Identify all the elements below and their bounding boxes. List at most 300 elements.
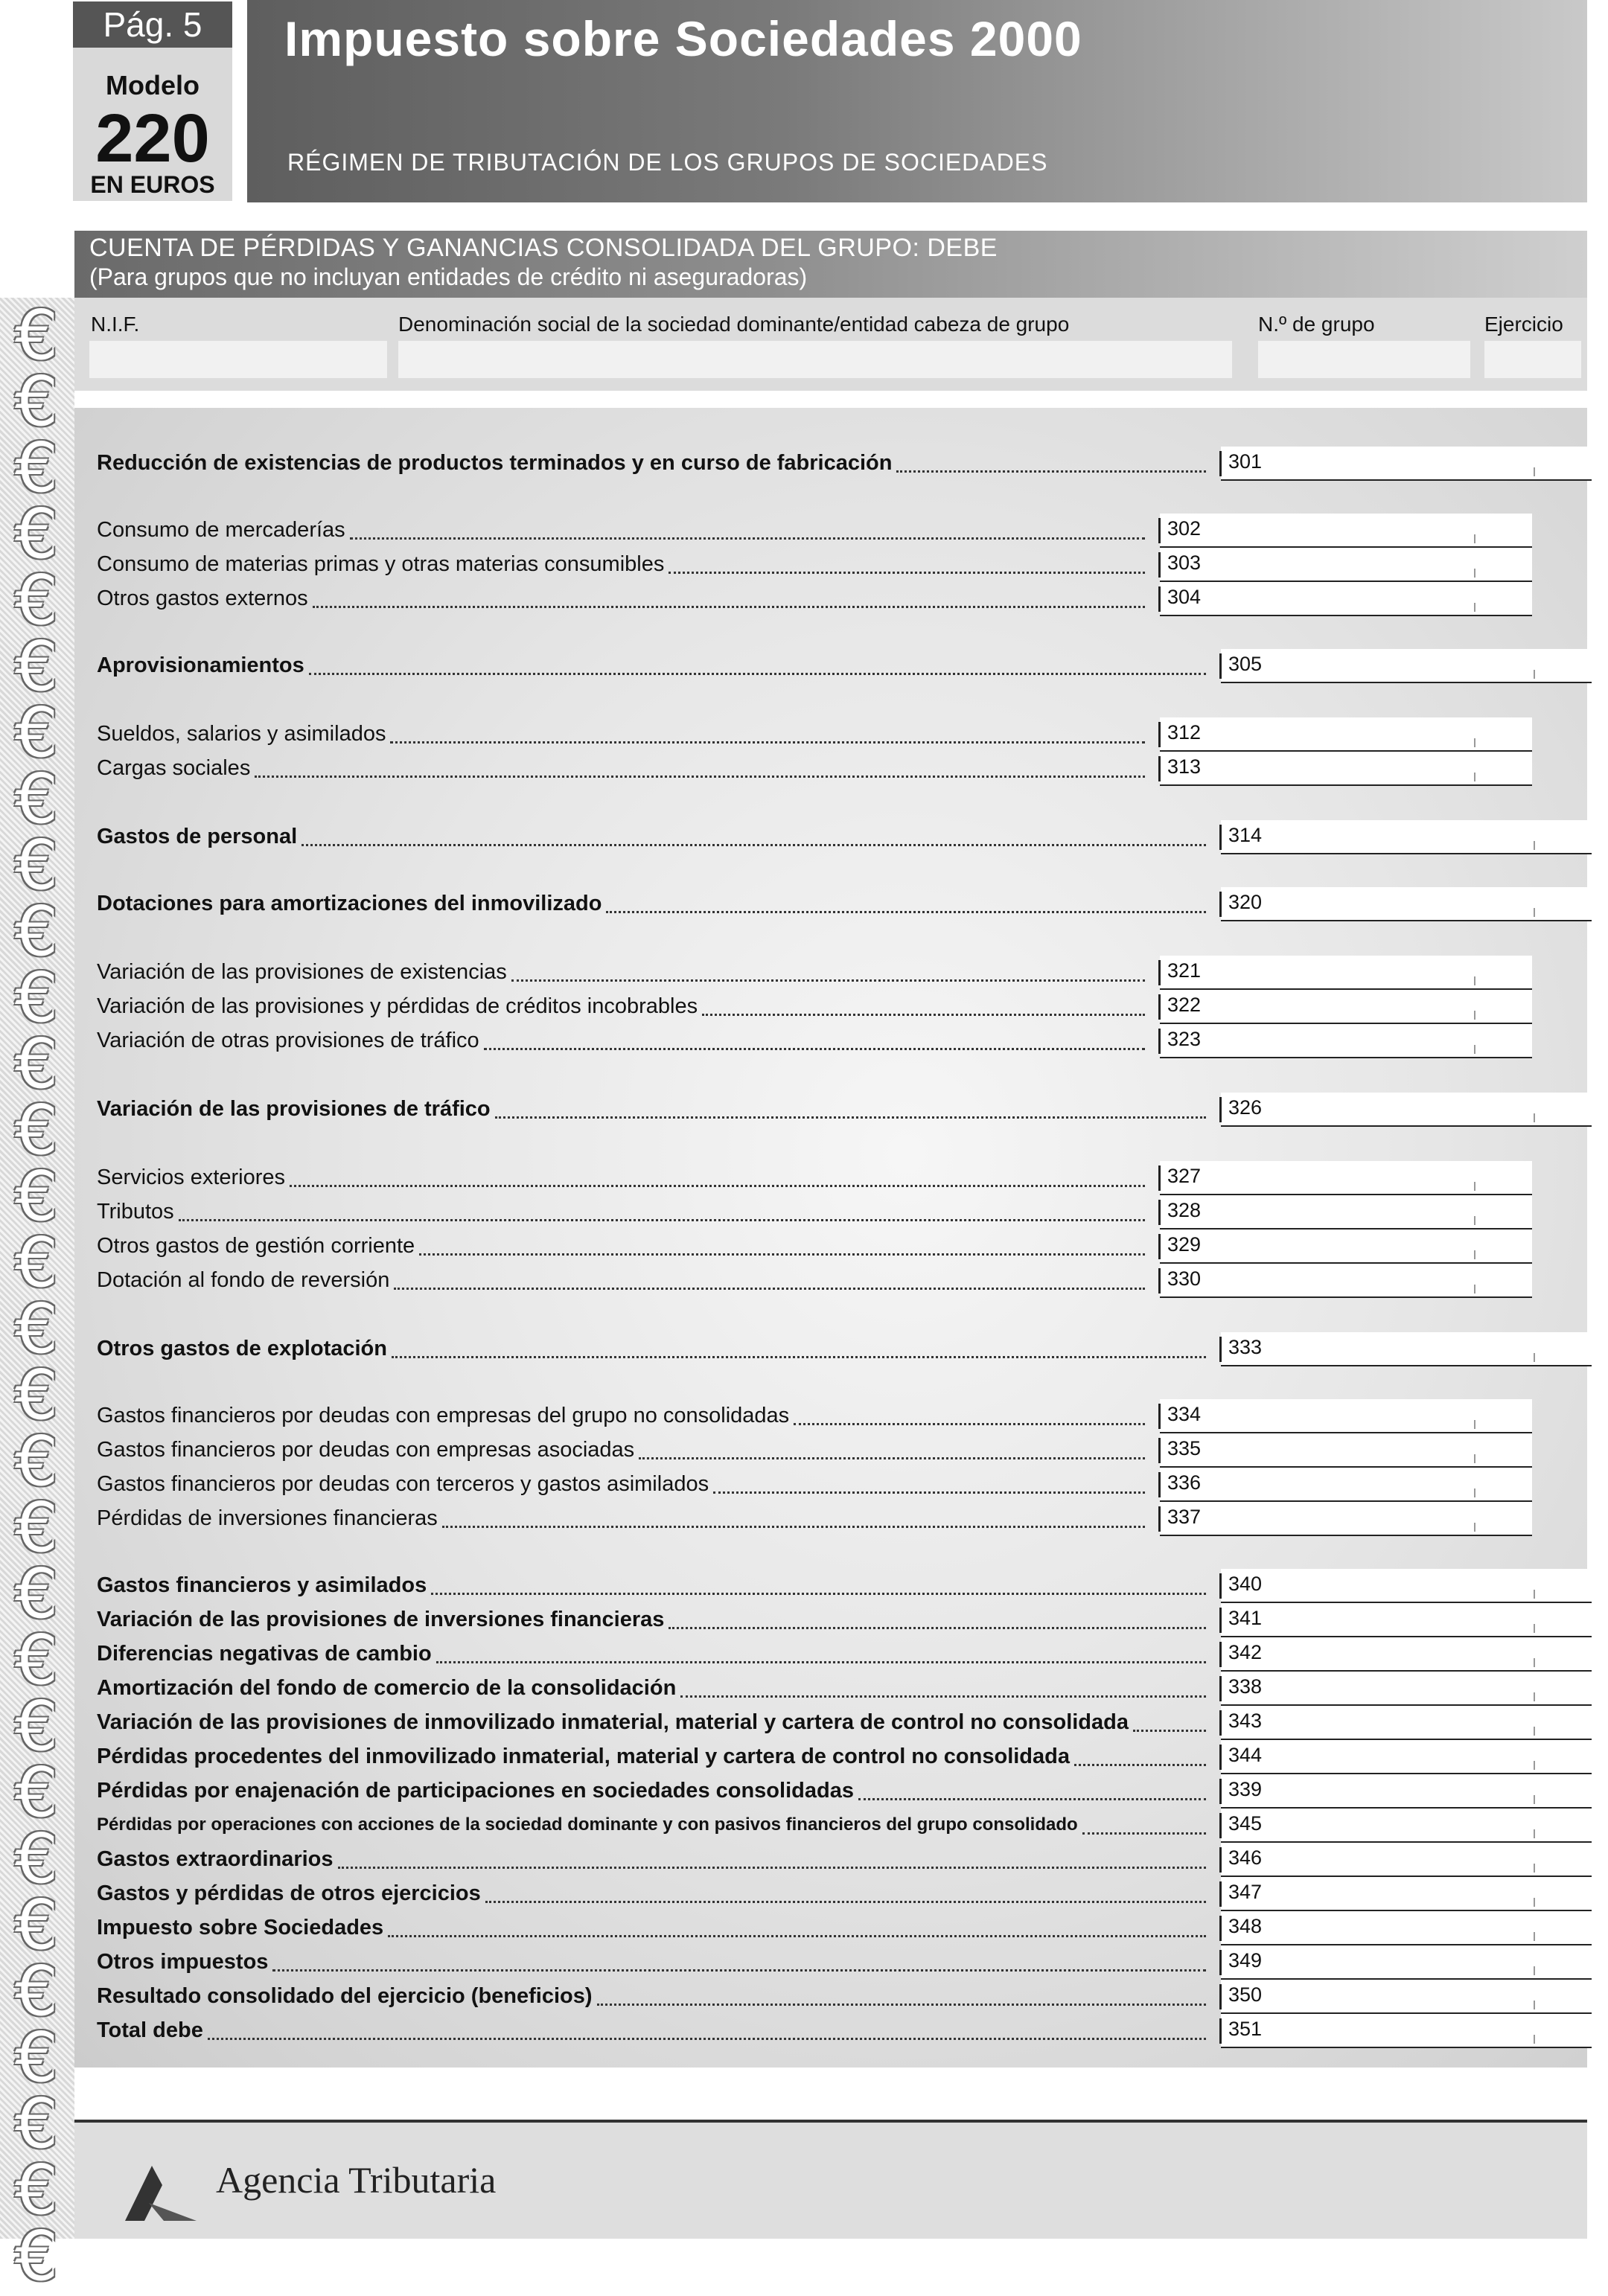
leader-dots [302,844,1206,846]
euro-icon: € [14,1885,59,1965]
leader-dots [255,776,1145,778]
leader-dots [896,470,1206,473]
box-code: 323 [1167,1028,1202,1050]
row-label: Variación de las provisiones de existencias [97,960,507,984]
box-code: 339 [1228,1778,1263,1800]
euro-icon: € [14,2216,59,2296]
amount-field-329[interactable] [1160,1229,1532,1264]
box-code: 314 [1228,824,1263,846]
form-row-330 [0,1264,1608,1296]
leader-dots [309,673,1206,675]
field-marker [1219,653,1222,679]
amount-field-342[interactable] [1221,1637,1592,1672]
row-label: Gastos financieros por deudas con empresas asociadas [97,1438,635,1462]
euro-icon: € [14,560,59,640]
box-code: 326 [1228,1096,1263,1119]
form-row-322 [0,990,1608,1023]
form-row-333 [0,1332,1608,1365]
amount-field-345[interactable] [1221,1809,1592,1843]
form-row-343 [0,1706,1608,1739]
amount-field-341[interactable] [1221,1603,1592,1637]
form-row-312 [0,717,1608,750]
leader-dots [669,572,1145,574]
form-row-328 [0,1195,1608,1228]
box-code: 340 [1228,1573,1263,1595]
decimal-separator [1534,1624,1535,1633]
decimal-separator [1474,569,1475,578]
row-label: Reducción de existencias de productos terminados y en curso de fabricación [97,451,893,475]
field-marker [1219,1950,1222,1975]
field-marker [1158,1029,1161,1054]
box-code: 342 [1228,1641,1263,1663]
leader-dots [394,1288,1145,1290]
leader-dots [606,911,1206,913]
row-label: Otros gastos de gestión corriente [97,1234,415,1258]
box-code: 305 [1228,653,1263,675]
euro-icon: € [14,759,59,839]
amount-field-339[interactable] [1221,1774,1592,1809]
amount-field-349[interactable] [1221,1945,1592,1980]
field-marker [1158,1165,1161,1191]
decimal-separator [1474,738,1475,747]
field-marker [1219,1813,1222,1838]
box-code: 336 [1167,1471,1202,1494]
euro-icon: € [14,1024,59,1104]
row-label: Consumo de mercaderías [97,518,345,542]
section-header [74,231,1587,298]
box-code: 320 [1228,891,1263,913]
leader-dots [639,1457,1145,1459]
decimal-separator [1474,1011,1475,1020]
decimal-separator [1534,1727,1535,1736]
leader-dots [338,1867,1206,1869]
row-label: Gastos de personal [97,825,298,848]
euro-icon: € [14,494,59,574]
form-row-313 [0,752,1608,784]
box-code: 328 [1167,1199,1202,1221]
row-label: Sueldos, salarios y asimilados [97,722,386,746]
field-marker [1219,1779,1222,1804]
euro-icon: € [14,1157,59,1236]
leader-dots [350,537,1145,540]
box-code: 330 [1167,1267,1202,1290]
row-label: Gastos y pérdidas de otros ejercicios [97,1881,481,1905]
box-code: 350 [1228,1983,1263,2006]
box-code: 313 [1167,755,1202,778]
leader-dots [442,1526,1145,1528]
amount-field-302[interactable] [1160,514,1532,548]
leader-dots [1082,1832,1206,1835]
row-label: Impuesto sobre Sociedades [97,1916,384,1940]
decimal-separator [1474,1216,1475,1225]
field-marker [1219,1847,1222,1873]
decimal-separator [1534,1932,1535,1941]
section-title: CUENTA DE PÉRDIDAS Y GANANCIAS CONSOLIDADA DEL GRUPO: DEBE [89,234,998,262]
amount-field-320[interactable] [1221,887,1592,921]
group-number-label: N.º de grupo [1258,313,1375,336]
field-marker [1158,960,1161,985]
field-marker [1219,1745,1222,1770]
leader-dots [388,1935,1206,1937]
form-row-304 [0,582,1608,615]
field-marker [1158,1506,1161,1532]
row-label: Total debe [97,2018,203,2042]
form-row-340 [0,1569,1608,1602]
modelo-label: Modelo [106,70,200,100]
leader-dots [597,2004,1206,2006]
euro-icon: € [14,1289,59,1369]
page-badge: Pág. 5 [73,1,232,48]
decimal-separator [1534,1590,1535,1599]
field-marker [1219,1608,1222,1633]
row-label: Consumo de materias primas y otras materias consumibles [97,552,665,576]
leader-dots [313,606,1145,608]
year-field[interactable] [1484,341,1581,378]
amount-field-340[interactable] [1221,1569,1592,1603]
row-label: Pérdidas procedentes del inmovilizado inmaterial, material y cartera de control no consolidada [97,1745,1070,1768]
row-label: Variación de otras provisiones de tráfico [97,1029,479,1052]
decimal-separator [1474,1250,1475,1259]
row-label: Variación de las provisiones de inmovilizado inmaterial, material y cartera de control no consolidada [97,1710,1129,1734]
field-marker [1158,1472,1161,1497]
leader-dots [1074,1764,1206,1766]
amount-field-313[interactable] [1160,752,1532,786]
euro-icon: € [14,1090,59,1170]
box-code: 333 [1228,1336,1263,1358]
row-label: Pérdidas de inversiones financieras [97,1506,438,1530]
decimal-separator [1534,1966,1535,1975]
row-label: Aprovisionamientos [97,653,304,677]
decimal-separator [1534,1113,1535,1122]
group-number-field[interactable] [1258,341,1470,378]
row-label: Gastos extraordinarios [97,1847,334,1871]
decimal-separator [1534,1761,1535,1770]
leader-dots [858,1798,1206,1800]
leader-dots [392,1356,1206,1358]
euro-icon: € [14,2150,59,2230]
box-code: 301 [1228,450,1263,473]
amount-field-335[interactable] [1160,1433,1532,1468]
euro-icon: € [14,1488,59,1567]
box-code: 337 [1167,1506,1202,1528]
row-label: Resultado consolidado del ejercicio (beneficios) [97,1984,593,2008]
leader-dots [419,1253,1145,1256]
form-row-351 [0,2014,1608,2047]
field-marker [1219,1916,1222,1941]
leader-dots [495,1116,1206,1119]
field-marker [1158,1200,1161,1225]
box-code: 346 [1228,1846,1263,1869]
decimal-separator [1534,2001,1535,2009]
row-label: Pérdidas por enajenación de participaciones en sociedades consolidadas [97,1779,854,1803]
modelo-box [73,48,232,201]
decimal-separator [1474,1045,1475,1054]
row-label: Variación de las provisiones y pérdidas de créditos incobrables [97,994,698,1018]
decimal-separator [1474,1285,1475,1294]
leader-dots [794,1423,1145,1425]
form-row-305 [0,649,1608,682]
amount-field-326[interactable] [1221,1093,1592,1127]
euro-icon: € [14,295,59,375]
decimal-separator [1474,1454,1475,1463]
row-label: Amortización del fondo de comercio de la consolidación [97,1676,677,1700]
decimal-separator [1534,841,1535,850]
euro-icon: € [14,428,59,508]
decimal-separator [1534,1829,1535,1838]
leader-dots [669,1627,1206,1629]
euro-icon: € [14,1951,59,2031]
row-label: Gastos financieros por deudas con terceros y gastos asimilados [97,1472,709,1496]
form-row-349 [0,1945,1608,1978]
field-marker [1158,756,1161,781]
form-row-320 [0,887,1608,920]
euro-icon: € [14,1819,59,1899]
euro-icon: € [14,892,59,971]
form-row-339 [0,1774,1608,1807]
form-row-314 [0,820,1608,853]
decimal-separator [1474,1523,1475,1532]
leader-dots [1133,1730,1206,1732]
box-code: 349 [1228,1949,1263,1972]
row-label: Dotación al fondo de reversión [97,1268,390,1292]
box-code: 347 [1228,1881,1263,1903]
amount-field-338[interactable] [1221,1672,1592,1706]
form-row-329 [0,1229,1608,1262]
form-row-350 [0,1980,1608,2012]
leader-dots [431,1593,1206,1595]
field-marker [1219,1573,1222,1599]
box-code: 302 [1167,517,1202,540]
form-row-338 [0,1672,1608,1704]
row-label: Gastos financieros por deudas con empresas del grupo no consolidadas [97,1404,790,1427]
leader-dots [511,979,1145,982]
row-label: Gastos financieros y asimilados [97,1573,427,1597]
decimal-separator [1474,1420,1475,1429]
decimal-separator [1534,1658,1535,1667]
euro-icon: € [14,825,59,905]
decimal-separator [1534,467,1535,476]
amount-field-323[interactable] [1160,1024,1532,1058]
row-label: Dotaciones para amortizaciones del inmovilizado [97,892,602,915]
amount-field-343[interactable] [1221,1706,1592,1740]
leader-dots [390,741,1145,744]
row-label: Variación de las provisiones de tráfico [97,1097,491,1121]
identification-area [74,298,1587,391]
box-code: 351 [1228,2018,1263,2040]
decimal-separator [1474,773,1475,781]
currency-label: EN EUROS [90,171,215,198]
form-row-344 [0,1740,1608,1773]
box-code: 334 [1167,1403,1202,1425]
field-marker [1158,552,1161,578]
form-row-334 [0,1399,1608,1432]
amount-field-303[interactable] [1160,548,1532,582]
form-row-346 [0,1843,1608,1876]
box-code: 322 [1167,994,1202,1016]
modelo-number: 220 [95,100,210,176]
row-label: Cargas sociales [97,756,251,780]
euro-icon: € [14,2018,59,2097]
form-row-348 [0,1911,1608,1944]
amount-field-321[interactable] [1160,956,1532,990]
field-marker [1219,451,1222,476]
box-code: 312 [1167,721,1202,744]
decimal-separator [1534,1898,1535,1907]
amount-field-347[interactable] [1221,1877,1592,1911]
box-code: 341 [1228,1607,1263,1629]
company-name-label: Denominación social de la sociedad dominante/entidad cabeza de grupo [398,313,1070,336]
row-label: Diferencias negativas de cambio [97,1642,432,1666]
leader-dots [208,2038,1206,2040]
nif-label: N.I.F. [91,313,140,336]
year-label: Ejercicio [1484,313,1563,336]
field-marker [1219,1676,1222,1701]
box-code: 327 [1167,1165,1202,1187]
amount-field-337[interactable] [1160,1502,1532,1536]
row-label: Otros gastos de explotación [97,1337,387,1360]
amount-field-330[interactable] [1160,1264,1532,1298]
field-marker [1158,722,1161,747]
leader-dots [179,1219,1145,1221]
euro-icon: € [14,1753,59,1832]
field-marker [1219,1984,1222,2009]
form-row-327 [0,1161,1608,1194]
amount-field-344[interactable] [1221,1740,1592,1774]
form-row-336 [0,1468,1608,1500]
title-band [247,0,1587,202]
leader-dots [680,1695,1206,1698]
euro-icon: € [14,1554,59,1634]
amount-field-304[interactable] [1160,582,1532,616]
amount-field-346[interactable] [1221,1843,1592,1877]
amount-field-314[interactable] [1221,820,1592,854]
form-row-341 [0,1603,1608,1636]
row-label: Tributos [97,1200,174,1224]
euro-icon: € [14,362,59,441]
box-code: 343 [1228,1710,1263,1732]
row-label: Pérdidas por operaciones con acciones de la sociedad dominante y con pasivos financieros del grupo consolidado [97,1814,1078,1835]
field-marker [1219,1710,1222,1736]
agencia-tributaria-logo [119,2158,201,2225]
decimal-separator [1474,976,1475,985]
leader-dots [485,1901,1206,1903]
euro-icon: € [14,1223,59,1302]
euro-icon: € [14,958,59,1037]
decimal-separator [1534,908,1535,917]
field-marker [1158,586,1161,612]
box-code: 303 [1167,551,1202,574]
decimal-separator [1534,1795,1535,1804]
amount-field-333[interactable] [1221,1332,1592,1366]
box-code: 335 [1167,1437,1202,1459]
box-code: 321 [1167,959,1202,982]
euro-icon: € [14,1355,59,1435]
decimal-separator [1474,534,1475,543]
field-marker [1158,518,1161,543]
amount-field-305[interactable] [1221,649,1592,683]
field-marker [1158,1268,1161,1294]
amount-field-322[interactable] [1160,990,1532,1024]
field-marker [1219,892,1222,917]
form-row-335 [0,1433,1608,1466]
row-label: Otros impuestos [97,1950,269,1974]
leader-dots [272,1969,1206,1972]
euro-icon: € [14,627,59,706]
leader-dots [436,1661,1206,1663]
amount-field-348[interactable] [1221,1911,1592,1945]
amount-field-336[interactable] [1160,1468,1532,1502]
row-label: Otros gastos externos [97,586,308,610]
amount-field-328[interactable] [1160,1195,1532,1229]
form-subtitle: RÉGIMEN DE TRIBUTACIÓN DE LOS GRUPOS DE SOCIEDADES [287,149,1048,176]
field-marker [1219,1642,1222,1667]
company-name-field[interactable] [398,341,1232,378]
field-marker [1219,2018,1222,2044]
form-row-323 [0,1024,1608,1057]
form-row-321 [0,956,1608,988]
box-code: 329 [1167,1233,1202,1256]
agency-name: Agencia Tributaria [216,2159,497,2201]
decimal-separator [1474,603,1475,612]
decimal-separator [1474,1182,1475,1191]
form-row-302 [0,514,1608,546]
form-row-301 [0,447,1608,479]
form-row-342 [0,1637,1608,1670]
form-title: Impuesto sobre Sociedades 2000 [284,11,1082,66]
euro-icon: € [14,1422,59,1501]
form-row-345 [0,1809,1608,1841]
leader-dots [484,1048,1145,1050]
amount-field-334[interactable] [1160,1399,1532,1433]
form-row-337 [0,1502,1608,1535]
field-marker [1158,1438,1161,1463]
decimal-separator [1534,670,1535,679]
leader-dots [702,1014,1145,1016]
field-marker [1219,825,1222,850]
field-marker [1158,1234,1161,1259]
decimal-separator [1474,1488,1475,1497]
field-marker [1219,1097,1222,1122]
form-row-303 [0,548,1608,581]
euro-icon: € [14,2084,59,2164]
field-marker [1158,1404,1161,1429]
decimal-separator [1534,1692,1535,1701]
decimal-separator [1534,1864,1535,1873]
amount-field-350[interactable] [1221,1980,1592,2014]
amount-field-312[interactable] [1160,717,1532,752]
box-code: 304 [1167,586,1202,608]
field-marker [1219,1881,1222,1907]
leader-dots [713,1491,1145,1494]
amount-field-327[interactable] [1160,1161,1532,1195]
form-row-347 [0,1877,1608,1910]
row-label: Servicios exteriores [97,1165,286,1189]
box-code: 344 [1228,1744,1263,1766]
box-code: 345 [1228,1812,1263,1835]
nif-field[interactable] [89,341,387,378]
amount-field-351[interactable] [1221,2014,1592,2048]
decimal-separator [1534,2035,1535,2044]
euro-icon: € [14,1620,59,1700]
section-note: (Para grupos que no incluyan entidades de crédito ni aseguradoras) [89,263,808,290]
field-marker [1219,1337,1222,1362]
euro-icon: € [14,693,59,773]
amount-field-301[interactable] [1221,447,1592,481]
euro-icon: € [14,1686,59,1766]
decimal-separator [1534,1353,1535,1362]
row-label: Variación de las provisiones de inversiones financieras [97,1608,665,1631]
leader-dots [290,1185,1145,1187]
